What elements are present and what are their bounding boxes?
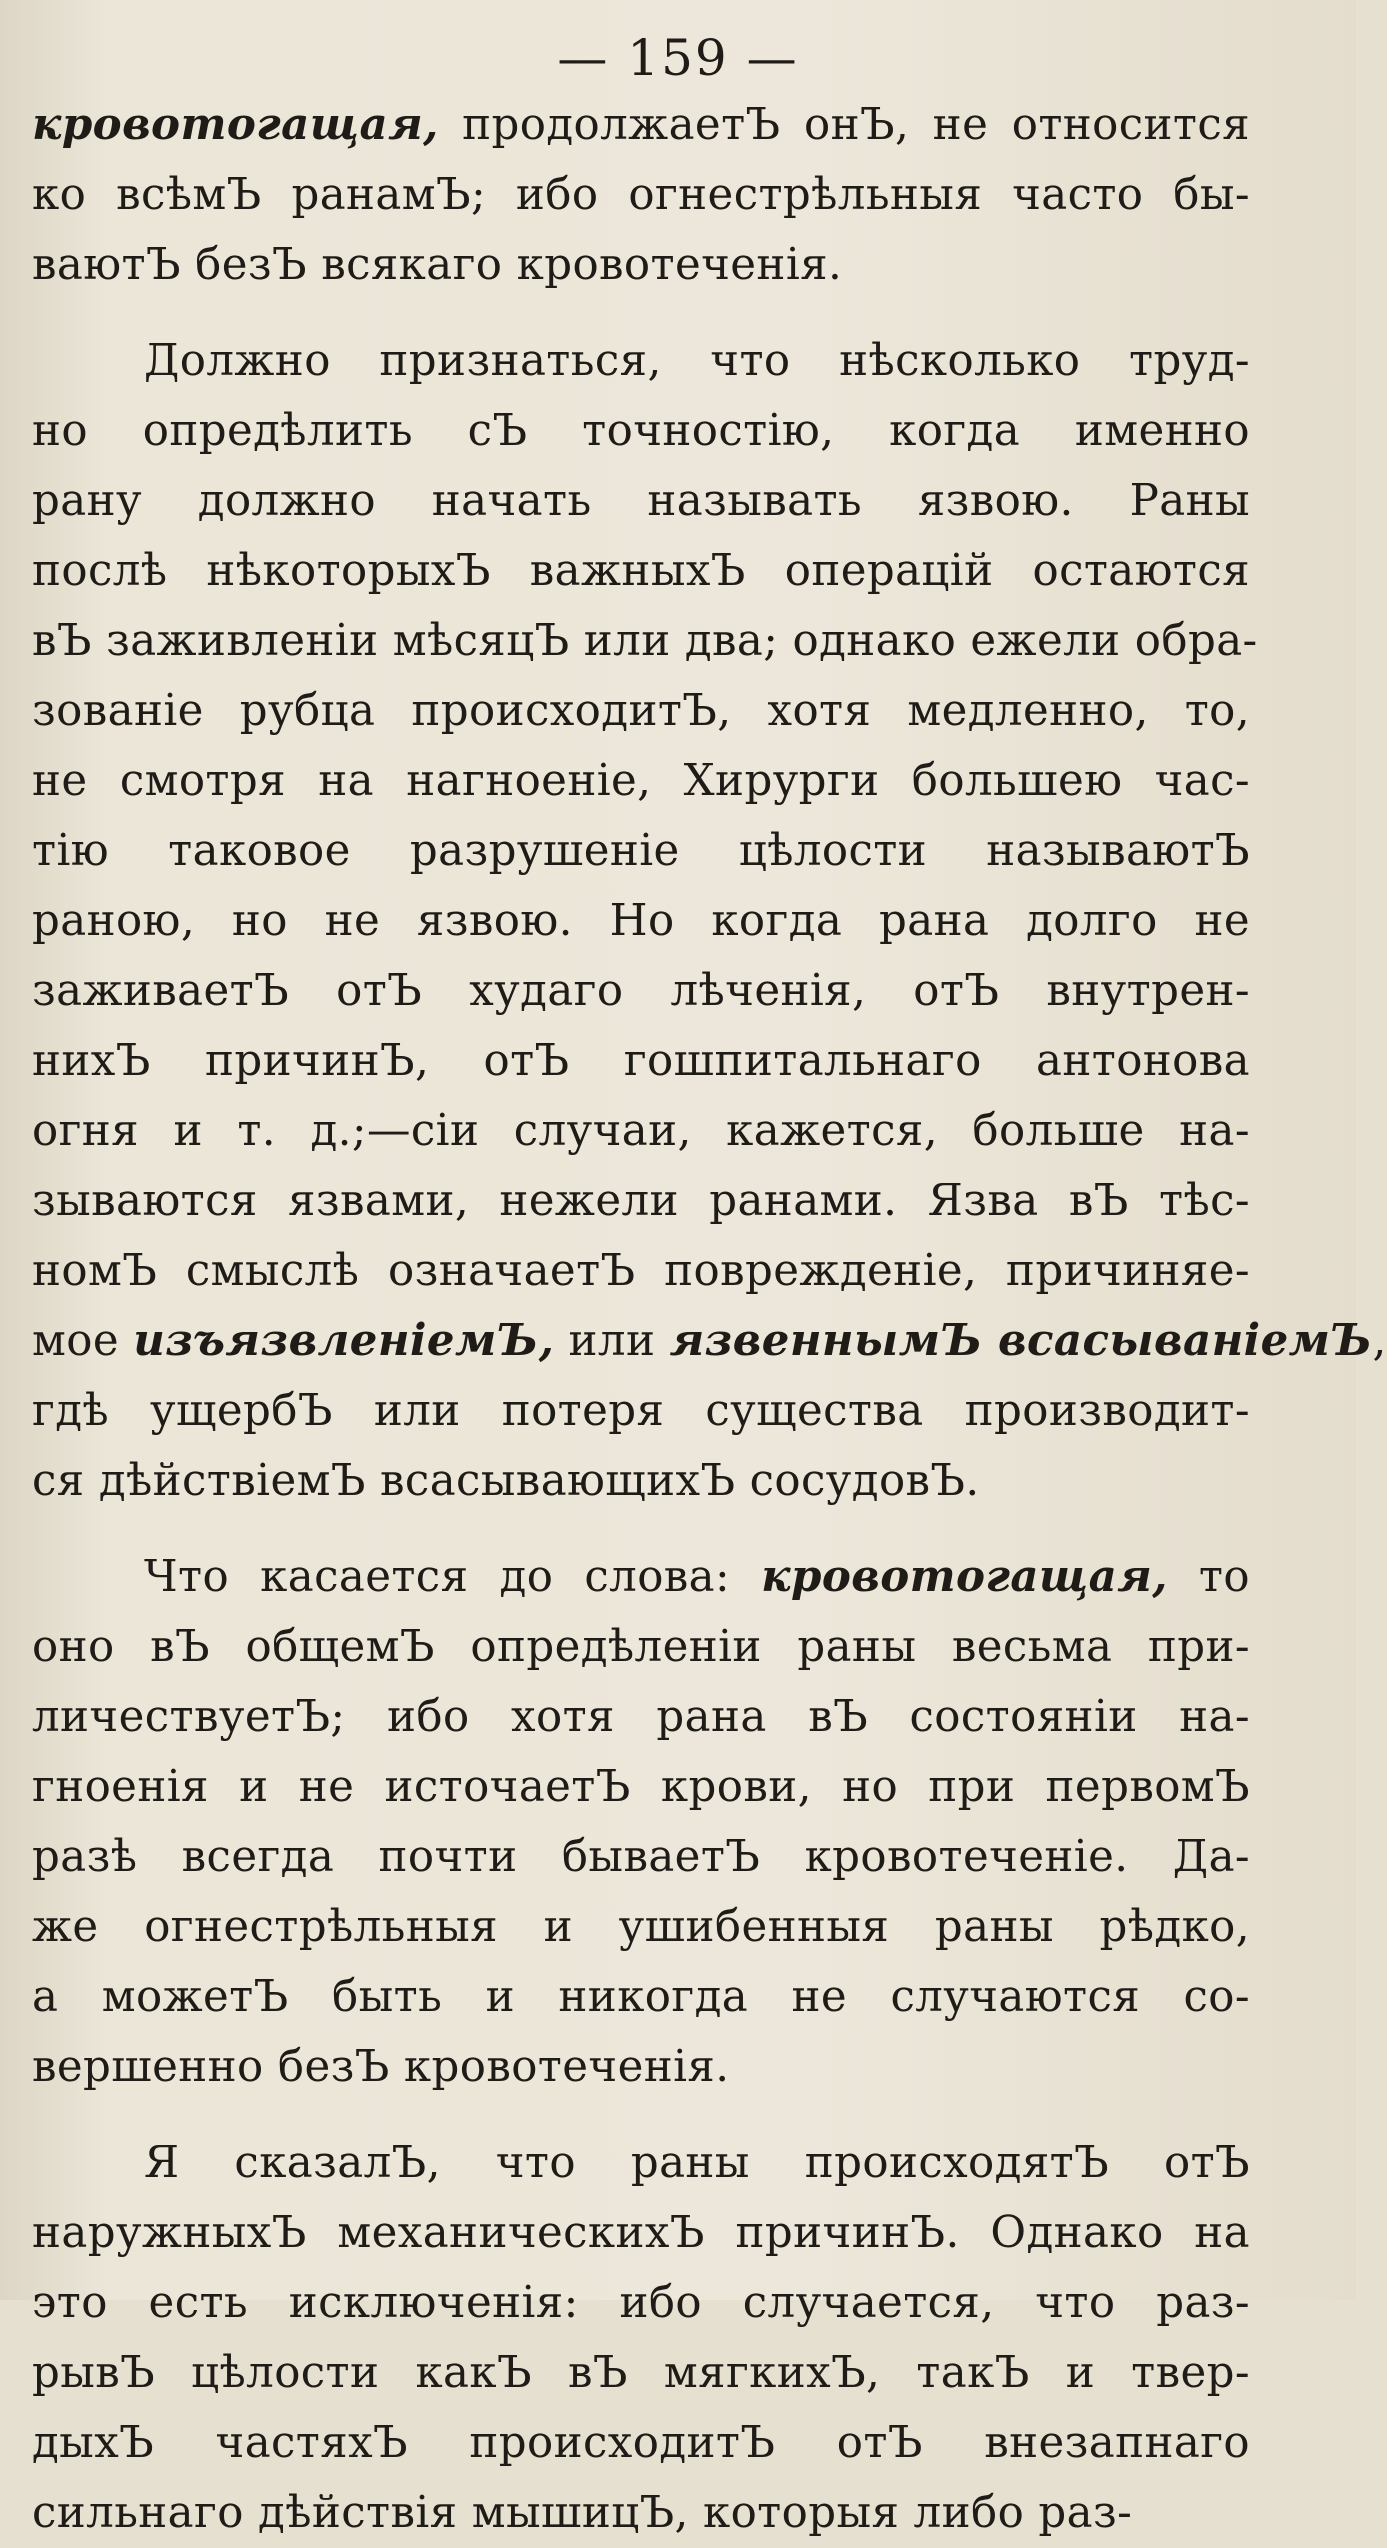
paragraph-gap bbox=[32, 1516, 1250, 1542]
text-line bbox=[32, 746, 1250, 816]
text-line bbox=[32, 90, 1250, 160]
text-line bbox=[32, 2032, 1250, 2102]
text-segment: гдѣ ущербЪ или потеря существа производит- bbox=[32, 1386, 1250, 1436]
text-line bbox=[32, 1026, 1250, 1096]
text-line bbox=[32, 676, 1250, 746]
text-segment: Я сказалЪ, что раны происходятЪ отЪ bbox=[144, 2138, 1250, 2188]
text-line bbox=[32, 1752, 1250, 1822]
text-segment: вершенно безЪ кровотеченія. bbox=[32, 2042, 730, 2092]
paragraph bbox=[32, 1542, 1250, 2102]
text-line bbox=[32, 1822, 1250, 1892]
paragraph bbox=[32, 90, 1250, 300]
paragraph bbox=[32, 326, 1387, 1516]
text-segment: это есть исключенія: ибо случается, что раз- bbox=[32, 2278, 1250, 2328]
text-segment: зываются язвами, нежели ранами. Язва вЪ тѣс- bbox=[32, 1176, 1250, 1226]
paragraph-gap bbox=[32, 300, 1250, 326]
text-line bbox=[32, 1306, 1387, 1376]
text-segment: ваютЪ безЪ всякаго кровотеченія. bbox=[32, 240, 843, 290]
text-line bbox=[32, 1096, 1250, 1166]
text-line bbox=[32, 2198, 1250, 2268]
text-segment: рывЪ цѣлости какЪ вЪ мягкихЪ, такЪ и твер- bbox=[32, 2348, 1250, 2398]
text-segment: рану должно начать называть язвою. Раны bbox=[32, 476, 1250, 526]
text-segment: разѣ всегда почти бываетЪ кровотеченіе. Да- bbox=[32, 1832, 1250, 1882]
text-line bbox=[32, 1376, 1250, 1446]
text-segment: раною, но не язвою. Но когда рана долго не bbox=[32, 896, 1250, 946]
body-text bbox=[32, 90, 1387, 2548]
text-segment: же огнестрѣльныя и ушибенныя раны рѣдко, bbox=[32, 1902, 1250, 1952]
text-line bbox=[32, 1612, 1250, 1682]
text-segment: , bbox=[1372, 1316, 1387, 1366]
text-segment: дыхЪ частяхЪ происходитЪ отЪ внезапнаго bbox=[32, 2418, 1250, 2468]
text-line bbox=[32, 2478, 1250, 2548]
italic-term: кровотогащая, bbox=[761, 1551, 1168, 1602]
text-segment: ся дѣйствіемЪ всасывающихЪ сосудовЪ. bbox=[32, 1456, 980, 1506]
italic-term: кровотогащая, bbox=[32, 99, 439, 150]
text-line bbox=[32, 1892, 1250, 1962]
text-line bbox=[32, 606, 1258, 676]
text-segment: нихЪ причинЪ, отЪ гошпитальнаго антонова bbox=[32, 1036, 1250, 1086]
text-line bbox=[32, 2408, 1250, 2478]
text-segment: наружныхЪ механическихЪ причинЪ. Однако на bbox=[32, 2208, 1250, 2258]
text-segment: то bbox=[1167, 1552, 1250, 1602]
text-line bbox=[32, 160, 1250, 230]
text-line bbox=[32, 2338, 1250, 2408]
italic-term: изъязвленіемЪ, bbox=[133, 1315, 555, 1366]
text-line bbox=[32, 886, 1250, 956]
text-line bbox=[32, 1446, 1250, 1516]
text-segment: огня и т. д.;—сіи случаи, кажется, больше на- bbox=[32, 1106, 1250, 1156]
text-segment: личествуетЪ; ибо хотя рана вЪ состояніи на- bbox=[32, 1692, 1250, 1742]
text-segment: ко всѣмЪ ранамЪ; ибо огнестрѣльныя часто бы- bbox=[32, 170, 1250, 220]
text-line bbox=[32, 1236, 1250, 1306]
italic-term: язвеннымЪ всасываніемЪ bbox=[669, 1315, 1373, 1366]
text-segment: послѣ нѣкоторыхЪ важныхЪ операцій остаются bbox=[32, 546, 1250, 596]
text-segment: оно вЪ общемЪ опредѣленіи раны весьма при- bbox=[32, 1622, 1250, 1672]
text-segment: мое bbox=[32, 1316, 134, 1366]
text-line bbox=[32, 2268, 1250, 2338]
text-line bbox=[32, 956, 1250, 1026]
text-segment: продолжаетЪ онЪ, не относится bbox=[438, 100, 1250, 150]
text-segment: заживаетЪ отЪ худаго лѣченія, отЪ внутрен- bbox=[32, 966, 1250, 1016]
text-segment: гноенія и не источаетЪ крови, но при первомЪ bbox=[32, 1762, 1250, 1812]
text-line bbox=[32, 816, 1250, 886]
text-segment: а можетЪ быть и никогда не случаются со- bbox=[32, 1972, 1250, 2022]
text-segment: тію таковое разрушеніе цѣлости называютЪ bbox=[32, 826, 1250, 876]
text-line bbox=[32, 1682, 1250, 1752]
text-segment: номЪ смыслѣ означаетЪ поврежденіе, причиняе- bbox=[32, 1246, 1250, 1296]
text-line bbox=[32, 2128, 1250, 2198]
text-line bbox=[32, 396, 1250, 466]
text-segment: или bbox=[554, 1316, 670, 1366]
text-line bbox=[32, 230, 1250, 300]
page-number: — 159 — bbox=[557, 29, 799, 87]
text-segment: но опредѣлить сЪ точностію, когда именно bbox=[32, 406, 1250, 456]
text-line bbox=[32, 326, 1250, 396]
text-line bbox=[32, 466, 1250, 536]
text-line bbox=[32, 1542, 1250, 1612]
text-segment: вЪ заживленіи мѣсяцЪ или два; однако ежели обра- bbox=[32, 616, 1258, 666]
text-segment: не смотря на нагноеніе, Хирурги большею час- bbox=[32, 756, 1250, 806]
text-segment: Должно признаться, что нѣсколько труд- bbox=[144, 336, 1250, 386]
text-line bbox=[32, 1166, 1250, 1236]
text-line bbox=[32, 536, 1250, 606]
text-segment: сильнаго дѣйствія мышицЪ, которыя либо раз- bbox=[32, 2488, 1133, 2538]
text-segment: Что касается до слова: bbox=[144, 1552, 762, 1602]
paragraph bbox=[32, 2128, 1250, 2548]
text-line bbox=[32, 1962, 1250, 2032]
paragraph-gap bbox=[32, 2102, 1250, 2128]
text-segment: зованіе рубца происходитЪ, хотя медленно, то, bbox=[32, 686, 1250, 736]
